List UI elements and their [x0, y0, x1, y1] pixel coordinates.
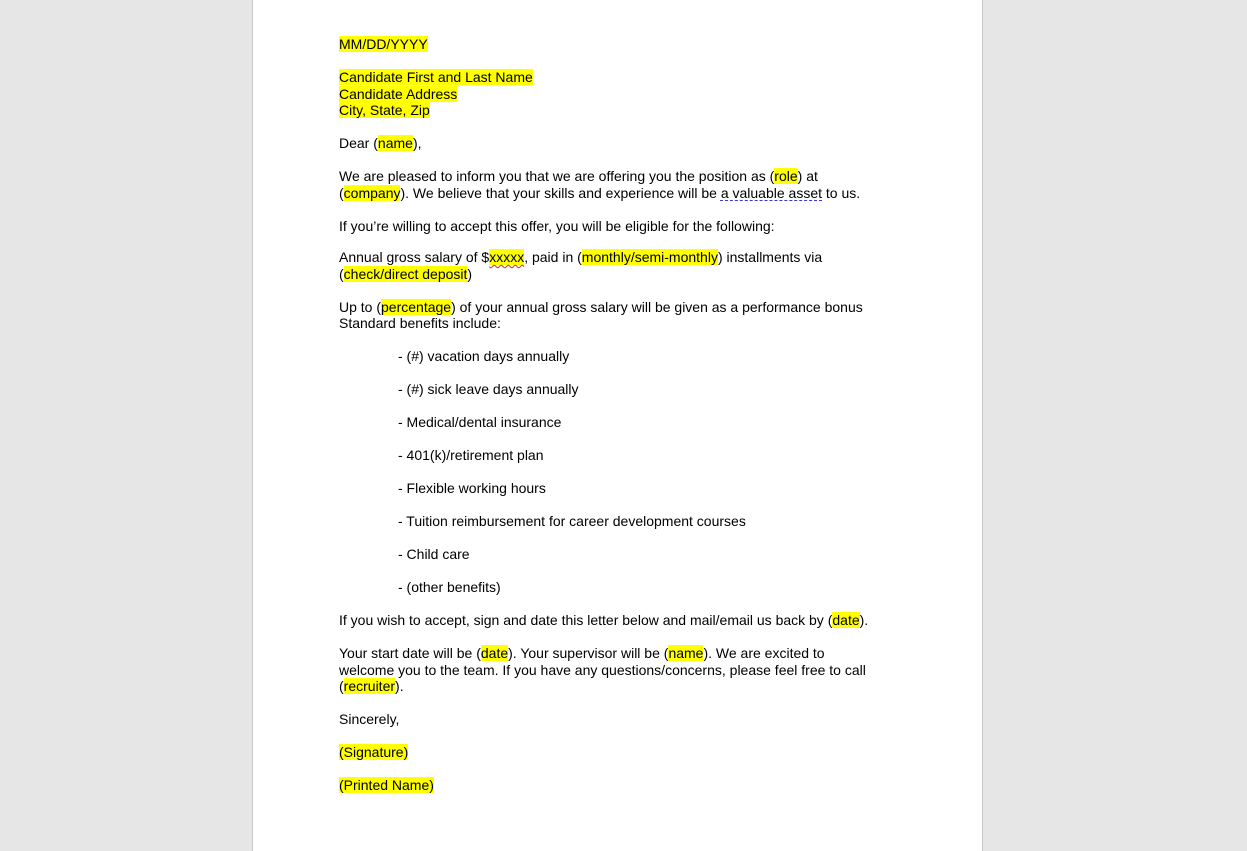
bonus-paragraph: [339, 299, 899, 332]
salutation-prefix: Dear (: [339, 135, 378, 151]
salutation-name: name: [377, 135, 413, 151]
grammar-flag-valuable-asset[interactable]: a valuable asset: [720, 184, 823, 201]
date-line: [339, 36, 899, 53]
salutation: [339, 135, 899, 152]
candidate-address: Candidate Address: [339, 85, 458, 102]
salary-amount-placeholder[interactable]: xxxxx: [489, 249, 525, 265]
start-text-4: welcome you to the team. If you have any questions/concerns, please feel free to call: [339, 661, 866, 678]
start-text-1: Your start date will be (: [339, 645, 481, 661]
signature-placeholder: (Signature): [339, 744, 409, 760]
recruiter-placeholder: recruiter: [343, 678, 396, 694]
benefits-intro: Standard benefits include:: [339, 315, 501, 331]
benefit-item: - (#) vacation days annually: [398, 348, 570, 364]
closing: Sincerely,: [339, 711, 400, 727]
bonus-text-2: ) of your annual gross salary will be given as a performance bonus: [451, 298, 863, 315]
document-page[interactable]: [252, 0, 983, 851]
benefit-item: - Tuition reimbursement for career development courses: [398, 513, 746, 529]
city-state-zip: City, State, Zip: [339, 102, 430, 118]
supervisor-name-placeholder: name: [668, 645, 704, 661]
benefit-item: - (#) sick leave days annually: [398, 381, 579, 397]
payment-method-placeholder: check/direct deposit: [343, 265, 468, 282]
start-text-5: (: [339, 678, 344, 694]
intro-paragraph: [339, 168, 899, 201]
letter-body[interactable]: [339, 36, 899, 810]
benefit-item: - Child care: [398, 546, 470, 562]
intro-text-4: ). We believe that your skills and experience will be: [400, 184, 721, 201]
start-text-2: ). Your supervisor will be (: [508, 645, 669, 661]
intro-text-5: to us.: [822, 184, 861, 201]
salary-text-5: ): [467, 265, 473, 282]
role-placeholder: role: [774, 168, 798, 184]
bonus-text-1: Up to (: [339, 298, 382, 315]
accept-text-2: ).: [859, 612, 869, 628]
recipient-block: [339, 69, 899, 119]
reply-date-placeholder: date: [832, 612, 860, 628]
printed-name-placeholder: (Printed Name): [339, 777, 434, 793]
accept-text-1: If you wish to accept, sign and date this letter below and mail/email us back by (: [339, 612, 833, 628]
benefit-item: - (other benefits): [398, 579, 501, 595]
intro-text-2: ) at: [797, 168, 818, 184]
salary-paragraph: [339, 249, 899, 282]
start-text-3: ). We are excited to: [703, 645, 825, 661]
printed-name-line: [339, 777, 899, 794]
salary-text-4: (: [339, 265, 344, 282]
benefit-item: - Flexible working hours: [398, 480, 546, 496]
intro-text-1: We are pleased to inform you that we are offering you the position as (: [339, 168, 775, 184]
benefit-item: - Medical/dental insurance: [398, 414, 562, 430]
company-placeholder: company: [343, 184, 401, 201]
intro-text-3: (: [339, 184, 344, 201]
candidate-name: Candidate First and Last Name: [339, 69, 533, 85]
salary-text-3: ) installments via: [717, 249, 823, 265]
eligibility-line: If you’re willing to accept this offer, you will be eligible for the following:: [339, 217, 775, 234]
signature-line: [339, 744, 899, 761]
date-placeholder: MM/DD/YYYY: [339, 36, 428, 52]
accept-paragraph: [339, 612, 899, 629]
pay-frequency-placeholder: monthly/semi-monthly: [581, 249, 718, 265]
benefit-item: - 401(k)/retirement plan: [398, 447, 544, 463]
salary-text-1: Annual gross salary of $: [339, 249, 490, 265]
start-text-6: ).: [395, 678, 404, 694]
start-date-placeholder: date: [480, 645, 509, 661]
salutation-suffix: ),: [412, 135, 422, 151]
percentage-placeholder: percentage: [381, 298, 452, 315]
salary-text-2: , paid in (: [524, 249, 582, 265]
start-paragraph: [339, 645, 899, 695]
